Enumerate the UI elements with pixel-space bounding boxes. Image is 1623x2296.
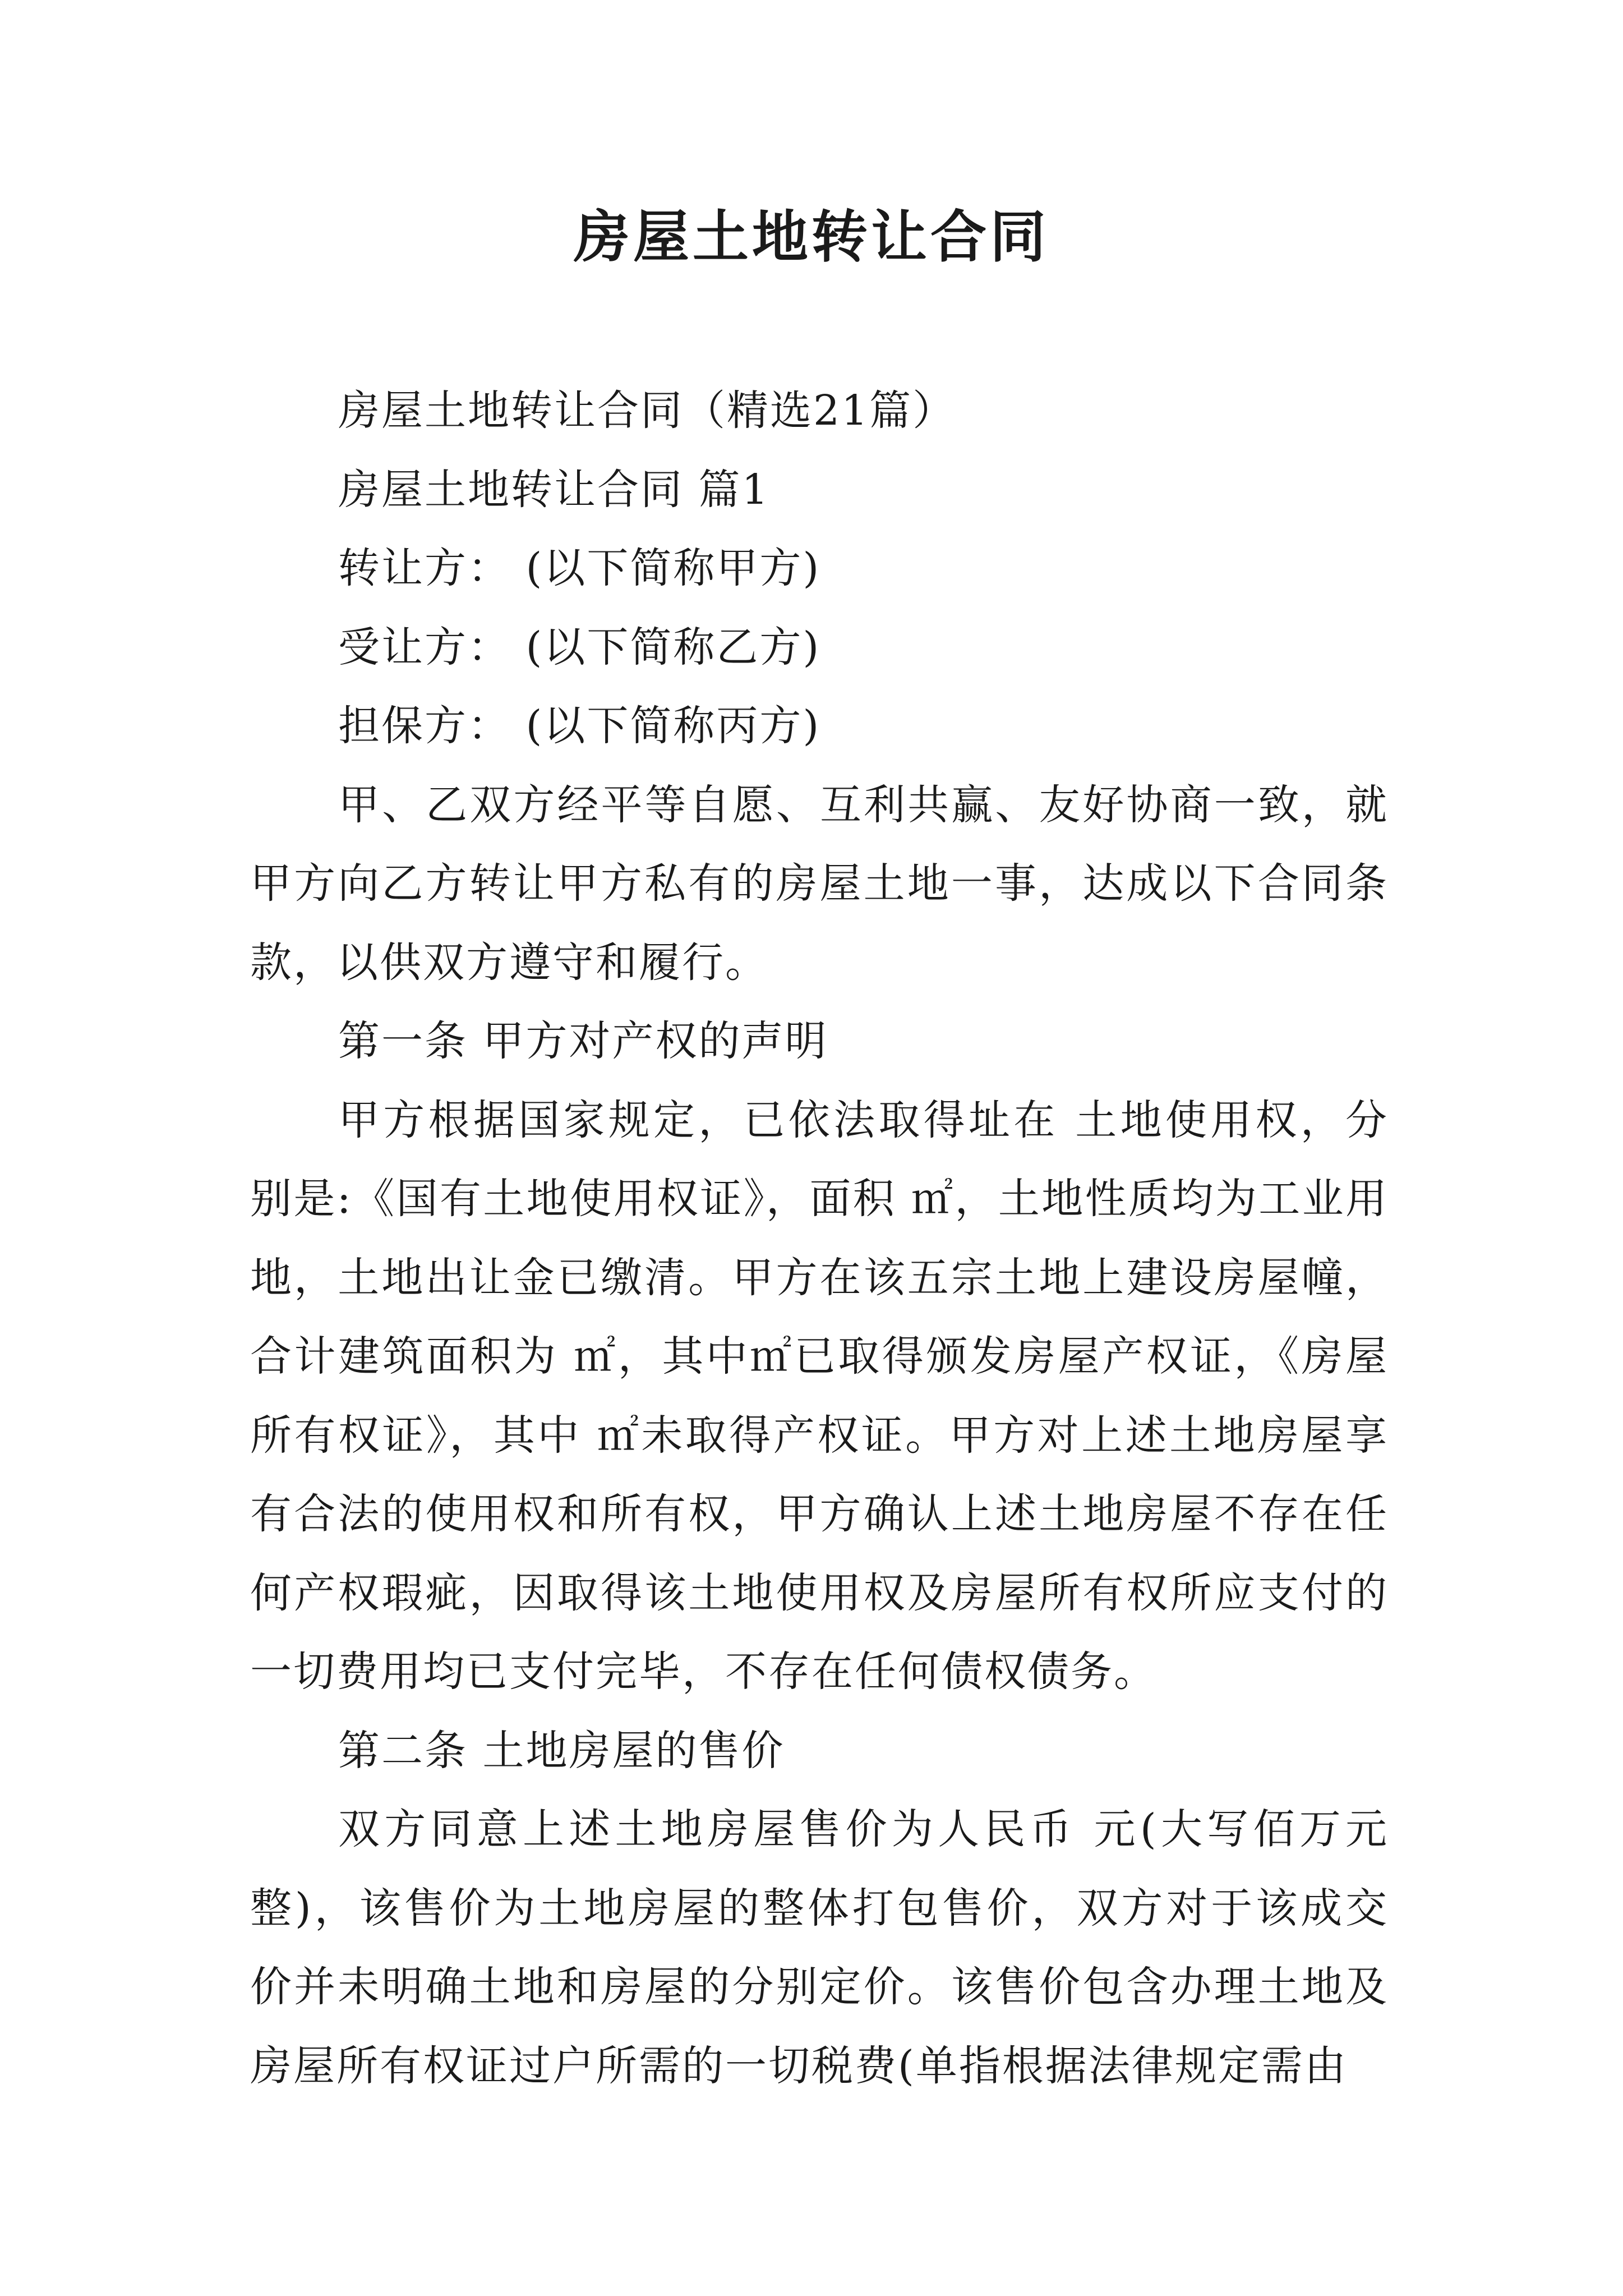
- paragraph-section-heading: 房屋土地转让合同 篇1: [338, 465, 770, 514]
- document-title: 房屋土地转让合同: [574, 204, 1049, 270]
- paragraph-transferor: 转让方： (以下简称甲方): [338, 544, 821, 592]
- paragraph-article-2-body: 双方同意上述土地房屋售价为人民币 元(大写佰万元整)，该售价为土地房屋的整体打包售价，双方对于该成交价并未明确土地和房屋的分别定价。该售价包含办理土地及房屋所有权证过户所需的一切税费(单指根据法律规定需由: [250, 1805, 1389, 2090]
- paragraph-preamble: 甲、乙双方经平等自愿、互利共赢、友好协商一致，就甲方向乙方转让甲方私有的房屋土地一事，达成以下合同条款，以供双方遵守和履行。: [250, 780, 1389, 987]
- paragraph-guarantor: 担保方： (以下简称丙方): [338, 702, 821, 750]
- paragraph-article-1-heading: 第一条 甲方对产权的声明: [338, 1017, 828, 1065]
- document-body: [250, 371, 1389, 2105]
- paragraph-transferee: 受让方： (以下简称乙方): [338, 623, 821, 671]
- paragraph-article-1-body: 甲方根据国家规定，已依法取得址在 土地使用权，分别是:《国有土地使用权证》，面积 ㎡，土地性质均为工业用地，土地出让金已缴清。甲方在该五宗土地上建设房屋幢，合计建筑面积为 ㎡，其中㎡已取得颁发房屋产权证，《房屋所有权证》，其中 ㎡未取得产权证。甲方对上述土地房屋享有合法的使用权和所有权，甲方确认上述土地房屋不存在任何产权瑕疵，因取得该土地使用权及房屋所有权所应支付的一切费用均已支付完毕，不存在任何债权债务。: [250, 1096, 1389, 1696]
- paragraph-collection-heading: 房屋土地转让合同（精选21篇）: [338, 386, 956, 435]
- paragraph-article-2-heading: 第二条 土地房屋的售价: [338, 1726, 785, 1775]
